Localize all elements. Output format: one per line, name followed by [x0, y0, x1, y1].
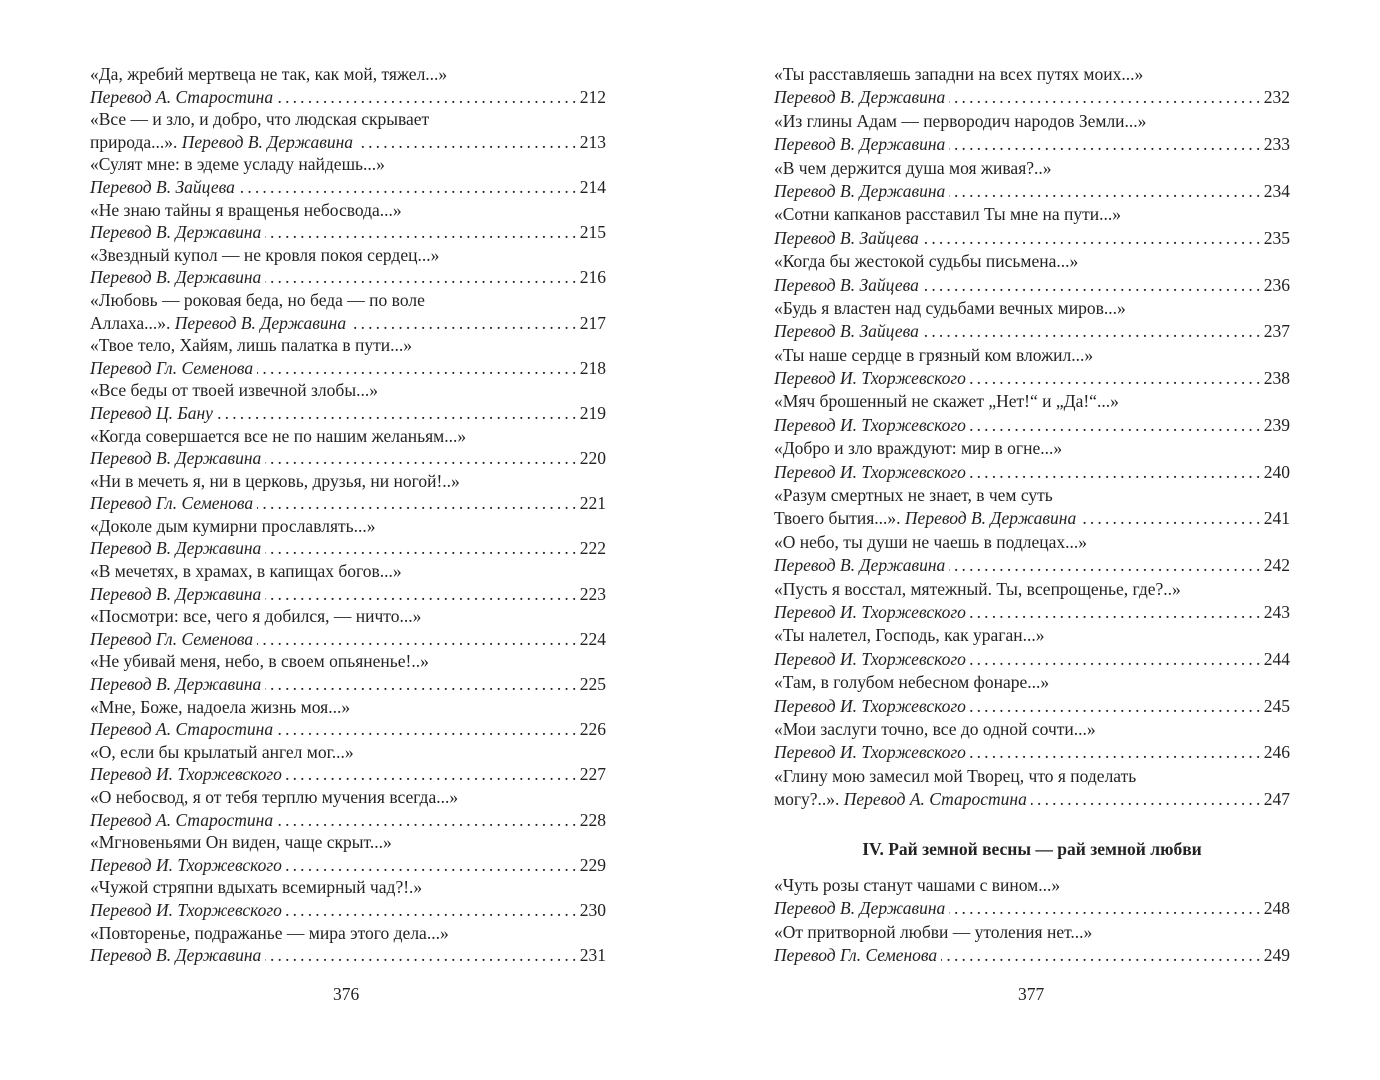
- entry-translator: Перевод И. Тхоржевского: [774, 414, 966, 435]
- entry-title: «Мне, Боже, надоела жизнь моя...»: [90, 696, 351, 717]
- entry-translator-line: [90, 221, 606, 244]
- entry-page-number: 221: [579, 493, 606, 514]
- entry-translator: Перевод И. Тхоржевского: [774, 601, 966, 622]
- entry-translator: Перевод В. Державина: [90, 538, 262, 559]
- entry-translator-line: [90, 763, 606, 786]
- entry-page-number: 247: [1263, 789, 1290, 810]
- entry-title-line: [774, 63, 1290, 86]
- entry-page-number: 223: [579, 583, 606, 604]
- entry-title-line: [774, 437, 1290, 460]
- entry-title-line: [774, 874, 1290, 897]
- entry-page-number: 216: [579, 267, 606, 288]
- left-page-contents: [90, 63, 606, 967]
- entry-translator: Перевод В. Державина: [90, 945, 262, 966]
- entry-translator-line: [90, 266, 606, 289]
- dot-leader: [923, 227, 1260, 250]
- entry-title: «Когда бы жестокой судьбы письмена...»: [774, 251, 1079, 272]
- entry-title-line: [90, 650, 606, 673]
- toc-entry: [774, 874, 1290, 921]
- toc-entry: [774, 484, 1290, 531]
- dot-leader: [350, 312, 576, 335]
- dot-leader: [357, 131, 576, 154]
- entry-title: «Разум смертных не знает, в чем суть: [774, 485, 1053, 506]
- entry-translator-line: [774, 227, 1290, 250]
- entry-title-line: [90, 922, 606, 945]
- dot-leader: [265, 447, 575, 470]
- entry-page-number: 219: [579, 402, 606, 423]
- entry-page-number: 218: [579, 357, 606, 378]
- entry-title-line: [774, 578, 1290, 601]
- entry-title-line: [774, 624, 1290, 647]
- entry-translator-line: [90, 312, 606, 335]
- entry-translator: Перевод В. Державина: [90, 222, 262, 243]
- entry-translator: Перевод А. Старостина: [843, 789, 1027, 810]
- toc-entry: [90, 560, 606, 605]
- entry-page-number: 230: [579, 899, 606, 920]
- entry-translator-line: [90, 854, 606, 877]
- entry-title-line: [774, 110, 1290, 133]
- entry-translator-line: [774, 86, 1290, 109]
- entry-translator-line: [90, 583, 606, 606]
- toc-entry: [90, 334, 606, 379]
- entry-title-line: [90, 696, 606, 719]
- toc-entry: [774, 110, 1290, 157]
- entry-translator-line: [774, 461, 1290, 484]
- entry-title-line: [90, 199, 606, 222]
- entry-page-number: 245: [1263, 695, 1290, 716]
- dot-leader: [265, 673, 575, 696]
- dot-leader: [970, 695, 1260, 718]
- entry-translator: Перевод В. Державина: [774, 555, 946, 576]
- entry-title-line: [90, 741, 606, 764]
- dot-leader: [970, 741, 1260, 764]
- entry-title-line: [774, 390, 1290, 413]
- toc-entry: [90, 741, 606, 786]
- entry-page-number: 215: [579, 222, 606, 243]
- toc-entry: [90, 876, 606, 921]
- entry-title-line: [90, 108, 606, 131]
- entry-title: «Любовь — роковая беда, но беда — по воле: [90, 289, 425, 310]
- toc-entry: [90, 786, 606, 831]
- entry-page-number: 232: [1263, 87, 1290, 108]
- entry-title: «Ни в мечеть я, ни в церковь, друзья, ни ногой!..»: [90, 470, 460, 491]
- dot-leader: [286, 899, 576, 922]
- entry-title-line: [90, 876, 606, 899]
- entry-page-number: 237: [1263, 321, 1290, 342]
- toc-entry: [90, 108, 606, 153]
- entry-translator: Перевод А. Старостина: [90, 719, 274, 740]
- dot-leader: [970, 648, 1260, 671]
- entry-translator: Перевод В. Державина: [774, 87, 946, 108]
- entry-title: «Будь я властен над судьбами вечных миров...»: [774, 297, 1126, 318]
- entry-page-number: 248: [1263, 898, 1290, 919]
- toc-entry: [774, 63, 1290, 110]
- entry-page-number: 213: [579, 131, 606, 152]
- entry-title-line: [774, 250, 1290, 273]
- entry-translator: Перевод И. Тхоржевского: [774, 742, 966, 763]
- entry-title-line: [90, 605, 606, 628]
- entry-title-continuation: природа...».: [90, 131, 178, 152]
- entry-translator-line: [774, 507, 1290, 530]
- dot-leader: [257, 357, 576, 380]
- dot-leader: [239, 176, 576, 199]
- entry-title: «Звездный купол — не кровля покоя сердец...»: [90, 244, 440, 265]
- dot-leader: [265, 221, 575, 244]
- entry-translator-line: [774, 695, 1290, 718]
- entry-translator-line: [774, 788, 1290, 811]
- entry-translator-line: [90, 944, 606, 967]
- entry-translator: Перевод В. Зайцева: [774, 274, 919, 295]
- entry-title-line: [90, 63, 606, 86]
- entry-translator-line: [90, 628, 606, 651]
- entry-page-number: 225: [579, 674, 606, 695]
- entry-title-line: [90, 379, 606, 402]
- entry-title-line: [90, 786, 606, 809]
- entry-title-line: [774, 718, 1290, 741]
- right-page-contents: [774, 63, 1290, 967]
- entry-translator: Перевод Гл. Семенова: [90, 357, 254, 378]
- entry-page-number: 244: [1263, 648, 1290, 669]
- entry-page-number: 238: [1263, 368, 1290, 389]
- entry-title: «Добро и зло враждуют: мир в огне...»: [774, 438, 1063, 459]
- entry-title-line: [774, 297, 1290, 320]
- entry-page-number: 242: [1263, 555, 1290, 576]
- entry-title-continuation: могу?..».: [774, 789, 840, 810]
- entry-translator-line: [774, 944, 1290, 967]
- entry-translator-line: [90, 899, 606, 922]
- entry-title: «Глину мою замесил мой Творец, что я поделать: [774, 765, 1137, 786]
- entry-title: «Пусть я восстал, мятежный. Ты, всепрощенье, где?..»: [774, 578, 1181, 599]
- entry-translator: Перевод И. Тхоржевского: [774, 461, 966, 482]
- toc-entry: [90, 63, 606, 108]
- entry-page-number: 240: [1263, 461, 1290, 482]
- entry-translator: Перевод В. Державина: [90, 448, 262, 469]
- dot-leader: [265, 266, 575, 289]
- toc-entry: [774, 718, 1290, 765]
- entry-title: «Все беды от твоей извечной злобы...»: [90, 380, 378, 401]
- entry-page-number: 229: [579, 854, 606, 875]
- entry-translator: Перевод И. Тхоржевского: [90, 899, 282, 920]
- toc-entry: [90, 379, 606, 424]
- entry-page-number: 224: [579, 628, 606, 649]
- toc-entry: [774, 344, 1290, 391]
- entry-title-line: [774, 671, 1290, 694]
- toc-entry: [774, 765, 1290, 812]
- entry-title-line: [774, 531, 1290, 554]
- entry-translator-line: [90, 537, 606, 560]
- entry-title-line: [774, 921, 1290, 944]
- entry-translator: Перевод И. Тхоржевского: [90, 764, 282, 785]
- toc-entry: [774, 250, 1290, 297]
- entry-title: «В чем держится душа моя живая?..»: [774, 157, 1052, 178]
- entry-page-number: 231: [579, 945, 606, 966]
- entry-page-number: 234: [1263, 180, 1290, 201]
- entry-title: «Все — и зло, и добро, что людская скрывает: [90, 109, 430, 130]
- entry-translator: Перевод В. Державина: [90, 583, 262, 604]
- entry-translator: Перевод И. Тхоржевского: [774, 695, 966, 716]
- entry-title: «Когда совершается все не по нашим желаньям...»: [90, 425, 467, 446]
- entry-title: «Ты налетел, Господь, как ураган...»: [774, 625, 1045, 646]
- toc-entry: [774, 390, 1290, 437]
- dot-leader: [265, 944, 575, 967]
- entry-translator: Перевод И. Тхоржевского: [774, 648, 966, 669]
- entry-translator-line: [774, 741, 1290, 764]
- entry-translator-line: [774, 133, 1290, 156]
- toc-entry: [90, 153, 606, 198]
- dot-leader: [1031, 788, 1260, 811]
- entry-title: «От притворной любви — утоления нет...»: [774, 921, 1093, 942]
- dot-leader: [923, 274, 1260, 297]
- entry-page-number: 217: [579, 312, 606, 333]
- entry-title: «Да, жребий мертвеца не так, как мой, тяжел...»: [90, 64, 448, 84]
- entry-translator-line: [90, 131, 606, 154]
- entry-page-number: 212: [579, 86, 606, 107]
- entry-title-line: [90, 153, 606, 176]
- entry-title-line: [90, 244, 606, 267]
- entry-title: «Ты наше сердце в грязный ком вложил...»: [774, 344, 1094, 365]
- entry-title: «Там, в голубом небесном фонаре...»: [774, 672, 1050, 693]
- right-page-number: 377: [1018, 984, 1045, 1004]
- entry-title-continuation: Аллаха...».: [90, 312, 171, 333]
- entry-translator: Перевод И. Тхоржевского: [90, 854, 282, 875]
- entry-title-line: [90, 334, 606, 357]
- entry-page-number: 220: [579, 448, 606, 469]
- entry-translator-line: [774, 367, 1290, 390]
- entry-title-line: [90, 560, 606, 583]
- entry-translator: Перевод В. Державина: [774, 898, 946, 919]
- entry-translator-line: [90, 447, 606, 470]
- toc-entry: [90, 425, 606, 470]
- entry-translator: Перевод В. Державина: [90, 267, 262, 288]
- dot-leader: [949, 86, 1259, 109]
- toc-entry: [774, 671, 1290, 718]
- entry-translator-line: [90, 673, 606, 696]
- entry-translator-line: [774, 320, 1290, 343]
- dot-leader: [949, 133, 1259, 156]
- toc-entry: [774, 297, 1290, 344]
- entry-title: «Из глины Адам — первородич народов Земли...»: [774, 110, 1147, 131]
- toc-entry: [90, 650, 606, 695]
- dot-leader: [970, 461, 1260, 484]
- toc-entry: [774, 531, 1290, 578]
- toc-entry: [774, 157, 1290, 204]
- entry-page-number: 233: [1263, 134, 1290, 155]
- entry-title: «О, если бы крылатый ангел мог...»: [90, 741, 354, 762]
- dot-leader: [217, 402, 576, 425]
- toc-entry: [774, 624, 1290, 671]
- entry-title-line: [774, 157, 1290, 180]
- dot-leader: [949, 897, 1259, 920]
- entry-translator: Перевод В. Державина: [90, 674, 262, 695]
- dot-leader: [277, 86, 576, 109]
- entry-translator: Перевод В. Зайцева: [774, 321, 919, 342]
- entry-translator: Перевод Ц. Бану: [90, 402, 213, 423]
- entry-translator-line: [90, 718, 606, 741]
- entry-translator-line: [90, 86, 606, 109]
- entry-translator: Перевод В. Державина: [904, 508, 1077, 529]
- entry-translator: Перевод А. Старостина: [90, 809, 274, 830]
- entry-translator-line: [90, 809, 606, 832]
- toc-entry: [90, 696, 606, 741]
- toc-entry: [90, 605, 606, 650]
- dot-leader: [1080, 507, 1260, 530]
- entry-title: «Не убивай меня, небо, в своем опьяненье!..»: [90, 651, 429, 672]
- entry-title-line: [90, 831, 606, 854]
- section-heading: IV. Рай земной весны — рай земной любви: [862, 838, 1202, 859]
- entry-title: «Не знаю тайны я вращенья небосвода...»: [90, 199, 402, 220]
- entry-translator-line: [90, 357, 606, 380]
- dot-leader: [265, 537, 575, 560]
- toc-entry: [90, 922, 606, 967]
- dot-leader: [277, 718, 576, 741]
- entry-title: «Посмотри: все, чего я добился, — ничто...»: [90, 606, 422, 627]
- entry-title: «Мои заслуги точно, все до одной сочти...»: [774, 718, 1096, 739]
- entry-page-number: 239: [1263, 414, 1290, 435]
- toc-entry: [774, 203, 1290, 250]
- entry-translator: Перевод Гл. Семенова: [774, 945, 938, 966]
- entry-title: «Сулят мне: в эдеме усладу найдешь...»: [90, 154, 385, 175]
- entry-title: «Мяч брошенный не скажет „Нет!“ и „Да!“...»: [774, 391, 1119, 412]
- toc-entry: [90, 244, 606, 289]
- entry-translator-line: [774, 601, 1290, 624]
- entry-title: «Чужой стряпни вдыхать всемирный чад?!.»: [90, 877, 423, 898]
- dot-leader: [941, 944, 1260, 967]
- dot-leader: [257, 628, 576, 651]
- entry-title: «Твое тело, Хайям, лишь палатка в пути...»: [90, 335, 413, 356]
- entry-page-number: 222: [579, 538, 606, 559]
- entry-translator: Перевод В. Зайцева: [90, 176, 235, 197]
- entry-translator: Перевод В. Державина: [774, 134, 946, 155]
- toc-entry: [90, 831, 606, 876]
- entry-translator: Перевод Гл. Семенова: [90, 493, 254, 514]
- entry-title-line: [774, 203, 1290, 226]
- entry-page-number: 226: [579, 719, 606, 740]
- entry-page-number: 228: [579, 809, 606, 830]
- entry-page-number: 214: [579, 176, 606, 197]
- dot-leader: [277, 809, 576, 832]
- entry-page-number: 249: [1263, 945, 1290, 966]
- toc-entry: [90, 199, 606, 244]
- entry-title-line: [90, 289, 606, 312]
- entry-page-number: 246: [1263, 742, 1290, 763]
- entry-page-number: 236: [1263, 274, 1290, 295]
- entry-title-continuation: Твоего бытия...».: [774, 508, 901, 529]
- entry-translator: Перевод В. Державина: [181, 131, 354, 152]
- entry-title: «Мгновеньями Он виден, чаще скрыт...»: [90, 832, 392, 853]
- toc-entry: [90, 515, 606, 560]
- entry-title-line: [774, 484, 1290, 507]
- entry-translator: Перевод А. Старостина: [90, 86, 274, 107]
- toc-entry: [774, 437, 1290, 484]
- dot-leader: [923, 320, 1260, 343]
- entry-translator: Перевод В. Державина: [774, 180, 946, 201]
- entry-translator-line: [774, 274, 1290, 297]
- dot-leader: [265, 583, 575, 606]
- entry-title-line: [774, 344, 1290, 367]
- entry-translator-line: [90, 492, 606, 515]
- entry-title-line: [90, 515, 606, 538]
- entry-translator-line: [90, 176, 606, 199]
- entry-translator-line: [774, 554, 1290, 577]
- entry-page-number: 243: [1263, 601, 1290, 622]
- dot-leader: [970, 414, 1260, 437]
- entry-translator-line: [774, 414, 1290, 437]
- entry-translator-line: [774, 180, 1290, 203]
- toc-entry: [90, 289, 606, 334]
- entry-title: «О небо, ты души не чаешь в подлецах...»: [774, 531, 1088, 552]
- dot-leader: [970, 601, 1260, 624]
- entry-title-line: [774, 765, 1290, 788]
- entry-title: «Повторенье, подражанье — мира этого дела...»: [90, 922, 449, 943]
- toc-entry: [774, 578, 1290, 625]
- dot-leader: [286, 763, 576, 786]
- entry-page-number: 227: [579, 764, 606, 785]
- entry-page-number: 241: [1263, 508, 1290, 529]
- entry-title: «Чуть розы станут чашами с вином...»: [774, 874, 1061, 895]
- entry-translator: Перевод В. Державина: [174, 312, 347, 333]
- entry-translator-line: [774, 648, 1290, 671]
- dot-leader: [257, 492, 576, 515]
- dot-leader: [286, 854, 576, 877]
- dot-leader: [949, 554, 1259, 577]
- left-page-number: 376: [333, 984, 360, 1004]
- dot-leader: [949, 180, 1259, 203]
- entry-title: «О небосвод, я от тебя терплю мучения всегда...»: [90, 787, 459, 807]
- entry-translator-line: [90, 402, 606, 425]
- entry-title: «Доколе дым кумирни прославлять...»: [90, 515, 376, 536]
- entry-translator: Перевод Гл. Семенова: [90, 628, 254, 649]
- entry-translator: Перевод И. Тхоржевского: [774, 368, 966, 389]
- entry-page-number: 235: [1263, 227, 1290, 248]
- entry-title-line: [90, 470, 606, 493]
- toc-entry: [90, 470, 606, 515]
- entry-title: «Сотни капканов расставил Ты мне на пути...»: [774, 204, 1122, 225]
- entry-translator-line: [774, 897, 1290, 920]
- toc-entry: [774, 921, 1290, 968]
- entry-title: «В мечетях, в храмах, в капищах богов...»: [90, 561, 402, 582]
- entry-translator: Перевод В. Зайцева: [774, 227, 919, 248]
- dot-leader: [970, 367, 1260, 390]
- entry-title-line: [90, 425, 606, 448]
- entry-title: «Ты расставляешь западни на всех путях моих...»: [774, 64, 1144, 84]
